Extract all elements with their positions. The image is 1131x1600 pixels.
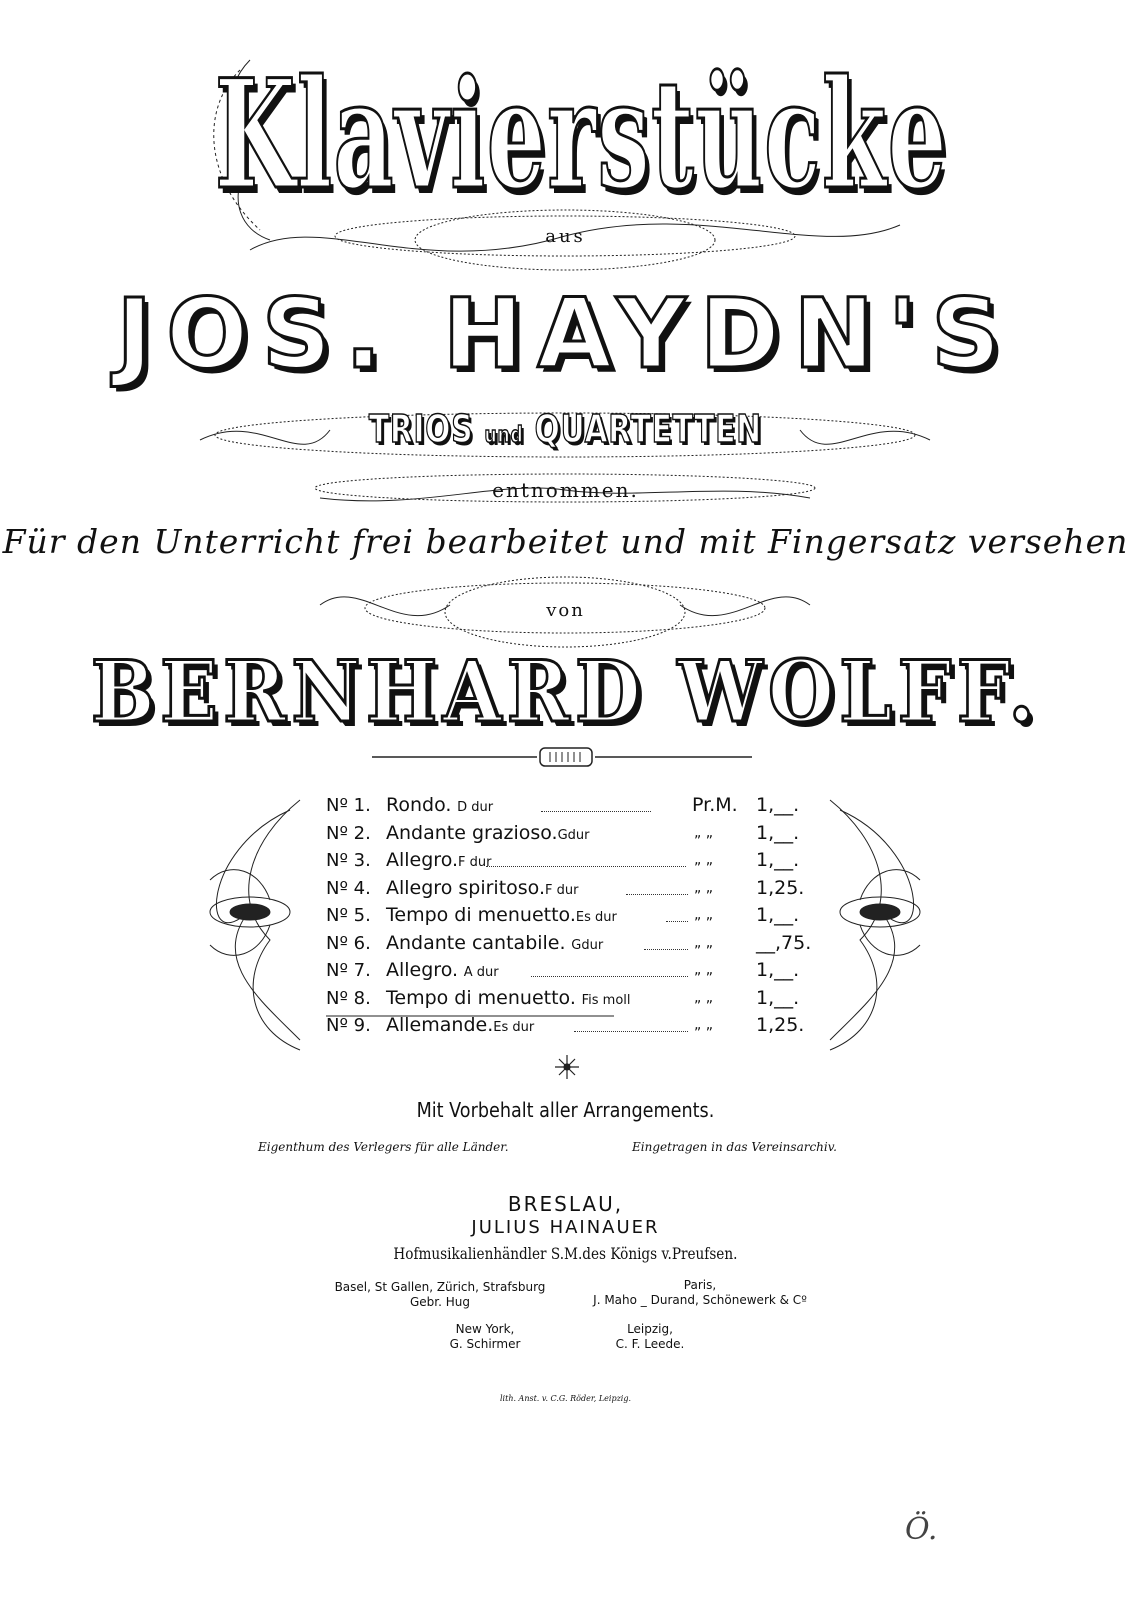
- lithograph-imprint: lith. Anst. v. C.G. Röder, Leipzig.: [499, 1394, 632, 1403]
- list-item: [326, 847, 816, 875]
- item-price: 1,__.: [756, 959, 800, 981]
- item-number: Nº 2.: [326, 822, 371, 844]
- dot-leader: [626, 893, 688, 895]
- title-aus: aus: [545, 226, 586, 247]
- dot-leader: [541, 810, 651, 812]
- agent-leipzig-city: Leipzig,: [627, 1322, 673, 1336]
- contents-list: [326, 792, 816, 1040]
- item-ditto: „ „: [694, 879, 713, 896]
- item-name: Rondo.: [386, 794, 452, 816]
- list-item: [326, 1012, 816, 1040]
- agent-leipzig-firm: C. F. Leede.: [615, 1337, 685, 1351]
- item-ditto: „ „: [694, 907, 713, 923]
- item-number: Nº 6.: [326, 932, 371, 954]
- item-name: Allegro.: [386, 959, 459, 981]
- item-name: Tempo di menuetto.: [386, 986, 576, 1009]
- trios-und-label: und: [484, 423, 524, 448]
- ownership-notice: Eigenthum des Verlegers für alle Länder.: [258, 1140, 509, 1154]
- agent-paris-firm: J. Maho _ Durand, Schönewerk & Cº: [593, 1293, 807, 1307]
- publisher-city: BRESLAU,: [507, 1192, 624, 1216]
- item-ditto: „ „: [694, 1017, 713, 1033]
- list-item: [326, 792, 816, 820]
- list-item: [326, 930, 816, 958]
- item-key: A dur: [463, 965, 499, 980]
- item-name: Allegro spiritoso.: [386, 876, 545, 899]
- list-item: [326, 820, 816, 848]
- item-price: __,75.: [756, 931, 812, 954]
- price-prefix: Pr.M.: [692, 794, 738, 816]
- list-item: [326, 902, 816, 930]
- item-ditto: „ „: [694, 989, 713, 1006]
- item-number: Nº 1.: [326, 795, 371, 816]
- star-ornament: [555, 1055, 579, 1079]
- agent-basel: [305, 1280, 575, 1310]
- item-key: Gdur: [571, 937, 604, 953]
- title-trios-quartetten: [124, 407, 1006, 451]
- dot-leader: [644, 948, 688, 950]
- item-price: 1,__.: [756, 986, 800, 1009]
- item-name: Allegro.: [386, 849, 459, 871]
- registered-notice: Eingetragen in das Vereinsarchiv.: [632, 1140, 837, 1154]
- title-von: von: [546, 600, 585, 621]
- item-price: 1,__.: [756, 904, 800, 926]
- item-price: 1,25.: [756, 1014, 805, 1036]
- item-number: Nº 5.: [326, 905, 371, 926]
- agent-basel-cities: Basel, St Gallen, Zürich, Strafsburg: [334, 1280, 546, 1294]
- quartetten-label: QUARTETTEN: [534, 407, 762, 451]
- item-price: 1,__.: [756, 849, 800, 871]
- item-ditto: „ „: [694, 824, 713, 841]
- item-key: Es dur: [575, 910, 617, 925]
- title-arranger: BERNHARD WOLFF.: [90, 642, 1041, 741]
- dot-leader: [531, 975, 688, 977]
- item-price: 1,__.: [756, 794, 800, 816]
- handwritten-signature: Ö.: [905, 1512, 938, 1547]
- agent-newyork-city: New York,: [455, 1322, 515, 1336]
- title-composer: JOS. HAYDN'S: [116, 278, 1015, 390]
- item-name: Andante cantabile.: [386, 931, 566, 954]
- agent-leipzig: [585, 1322, 715, 1352]
- right-list-ornament: [830, 800, 920, 1050]
- item-key: F dur: [545, 882, 579, 898]
- publisher-name: JULIUS HAINAUER: [471, 1217, 660, 1238]
- list-item: [326, 957, 816, 985]
- item-ditto: „ „: [694, 962, 713, 978]
- item-name: Andante grazioso.: [386, 821, 558, 844]
- item-key: Gdur: [557, 827, 590, 843]
- publisher-court-title: Hofmusikalienhändler S.M.des Königs v.Preufsen.: [393, 1244, 738, 1263]
- dot-leader: [574, 1030, 688, 1032]
- item-number: Nº 9.: [326, 1015, 371, 1036]
- reservation-notice: Mit Vorbehalt aller Arrangements.: [416, 1098, 715, 1122]
- agent-paris: [570, 1278, 830, 1308]
- item-ditto: „ „: [694, 934, 713, 951]
- item-name: Tempo di menuetto.: [386, 904, 576, 926]
- trios-label: TRIOS: [368, 407, 474, 451]
- item-key: Fis moll: [581, 992, 631, 1008]
- dot-leader: [486, 865, 686, 867]
- item-key: F dur: [458, 855, 492, 870]
- agent-newyork-firm: G. Schirmer: [449, 1337, 521, 1351]
- item-number: Nº 8.: [326, 987, 371, 1009]
- item-ditto: „ „: [694, 852, 713, 868]
- list-item: [326, 985, 816, 1013]
- item-name: Allemande.: [386, 1014, 494, 1036]
- item-key: Es dur: [493, 1020, 535, 1035]
- item-price: 1,__.: [756, 821, 800, 844]
- title-klavierstuecke: Klavierstücke: [214, 47, 948, 223]
- title-entnommen: entnommen.: [492, 478, 639, 502]
- list-item: [326, 875, 816, 903]
- item-number: Nº 4.: [326, 877, 371, 899]
- agent-newyork: [420, 1322, 550, 1352]
- dot-leader: [666, 920, 688, 922]
- item-number: Nº 3.: [326, 850, 371, 871]
- item-number: Nº 7.: [326, 960, 371, 981]
- agent-paris-city: Paris,: [683, 1278, 717, 1292]
- left-list-ornament: [210, 800, 300, 1050]
- title-subtitle: Für den Unterricht frei bearbeitet und mit Fingersatz versehen: [2, 522, 1129, 561]
- item-price: 1,25.: [756, 876, 805, 899]
- item-key: D dur: [457, 800, 494, 815]
- agent-basel-firm: Gebr. Hug: [409, 1295, 470, 1309]
